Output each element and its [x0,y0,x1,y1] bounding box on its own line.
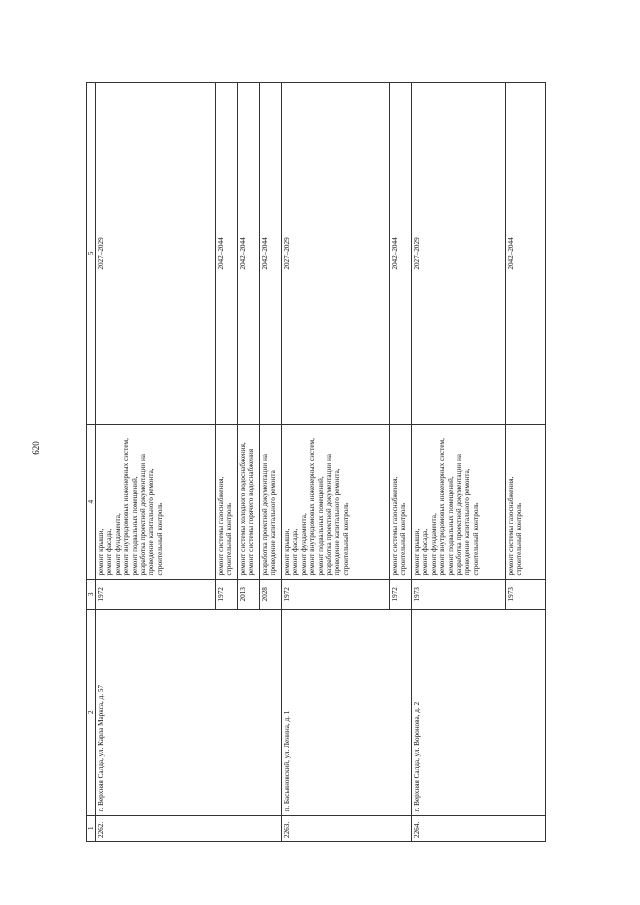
record-period: 2042–2044 [260,83,282,425]
table-row [96,83,216,842]
record-works: ремонт системы холодного водоснабжения, ремонт системы горячего водоснабжения [238,424,260,579]
record-works: ремонт крыши, ремонт фасада, ремонт фундамента, ремонт внутридомовых инженерных систем, ремонт подвальных помещений, разработка проектной документации на проведение капитального ремонта, строительный контроль [282,424,390,579]
record-year: 1973 [506,579,546,610]
record-address: п. Басьяновский, ул. Ленина, д. 1 [282,610,412,816]
record-address: г. Верхняя Салда, ул. Карла Маркса, д. 57 [96,610,282,816]
record-works: ремонт системы газоснабжения, строительный контроль [390,424,412,579]
record-year: 2028 [260,579,282,610]
record-period: 2042–2044 [506,83,546,425]
record-works: ремонт крыши, ремонт фасада, ремонт фундамента, ремонт внутридомовых инженерных систем, ремонт подвальных помещений, разработка проектной документации на проведение капитального ремонта, строительный контроль [412,424,506,579]
record-year: 1972 [216,579,238,610]
capital-repair-table [86,82,546,842]
record-year: 1972 [390,579,412,610]
record-year: 2013 [238,579,260,610]
table-row [282,83,390,842]
record-number: 2264. [412,815,546,841]
record-address: г. Верхняя Салда, ул. Воронова, д. 2 [412,610,546,816]
record-year: 1972 [96,579,216,610]
column-header: 1 [87,815,96,841]
record-year: 1972 [282,579,390,610]
column-header: 4 [87,424,96,579]
column-header: 2 [87,610,96,816]
record-works: ремонт системы газоснабжения, строительный контроль [216,424,238,579]
record-number: 2262. [96,815,282,841]
column-number-row [87,83,96,842]
page-number: 620 [31,441,41,455]
record-period: 2027–2029 [96,83,216,425]
record-period: 2027–2029 [412,83,506,425]
column-header: 3 [87,579,96,610]
record-works: ремонт системы газоснабжения, строительный контроль [506,424,546,579]
rotated-table-container [86,82,524,842]
record-number: 2263. [282,815,412,841]
record-period: 2042–2044 [390,83,412,425]
record-period: 2042–2044 [216,83,238,425]
record-works: разработка проектной документации на проведение капитального ремонта [260,424,282,579]
record-year: 1973 [412,579,506,610]
record-period: 2027–2029 [282,83,390,425]
column-header: 5 [87,83,96,425]
table-row [412,83,506,842]
record-period: 2042–2044 [238,83,260,425]
record-works: ремонт крыши, ремонт фасада, ремонт фундамента, ремонт внутридомовых инженерных систем, ремонт подвальных помещений, разработка проектной документации на проведение капитального ремонта, строительный контроль [96,424,216,579]
